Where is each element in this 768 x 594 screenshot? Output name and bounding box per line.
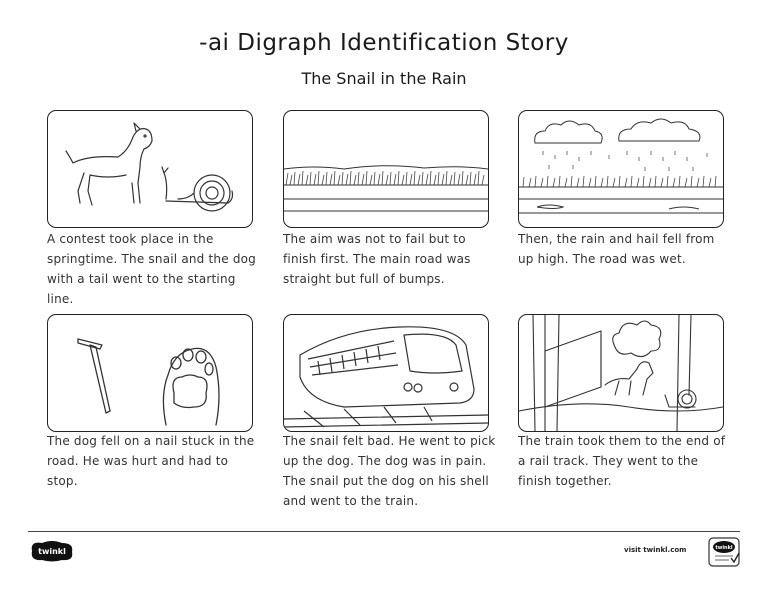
twinkl-logo[interactable] xyxy=(28,539,76,563)
panel-1-caption: A contest took place in the springtime. The snail and the dog with a tail went to the starting line. xyxy=(47,232,257,306)
panel-2-caption: The aim was not to fail but to finish first. The main road was straight but full of bumps. xyxy=(283,232,471,286)
panel-1-image xyxy=(47,110,253,228)
page-title: -ai Digraph Identification Story xyxy=(199,30,569,56)
nail-and-paw-illustration xyxy=(48,315,252,431)
panel-3-caption: Then, the rain and hail fell from up high. The road was wet. xyxy=(518,232,715,266)
quality-badge xyxy=(707,536,741,568)
story-subtitle: The Snail in the Rain xyxy=(301,69,467,88)
panel-4-caption: The dog fell on a nail stuck in the road. He was hurt and had to stop. xyxy=(47,434,255,488)
road-landscape-illustration xyxy=(284,111,488,227)
logo-text: twinkl xyxy=(38,547,66,556)
panel-5-image xyxy=(283,314,489,432)
panel-4-image xyxy=(47,314,253,432)
panel-6-image xyxy=(518,314,724,432)
rain-clouds-illustration xyxy=(519,111,723,227)
dog-and-snail-illustration xyxy=(48,111,252,227)
panel-5-caption: The snail felt bad. He went to pick up the dog. The dog was in pain. The snail put the dog on his shell and went to the train. xyxy=(283,434,496,508)
panel-6-caption: The train took them to the end of a rail track. They went to the finish together. xyxy=(518,434,726,488)
footer-divider xyxy=(28,531,740,532)
panel-2-image xyxy=(283,110,489,228)
visit-link[interactable]: visit twinkl.com xyxy=(624,546,687,554)
train-illustration xyxy=(284,315,488,431)
panel-3-image xyxy=(518,110,724,228)
finish-line-illustration xyxy=(519,315,723,431)
badge-text: twinkl xyxy=(715,545,733,551)
